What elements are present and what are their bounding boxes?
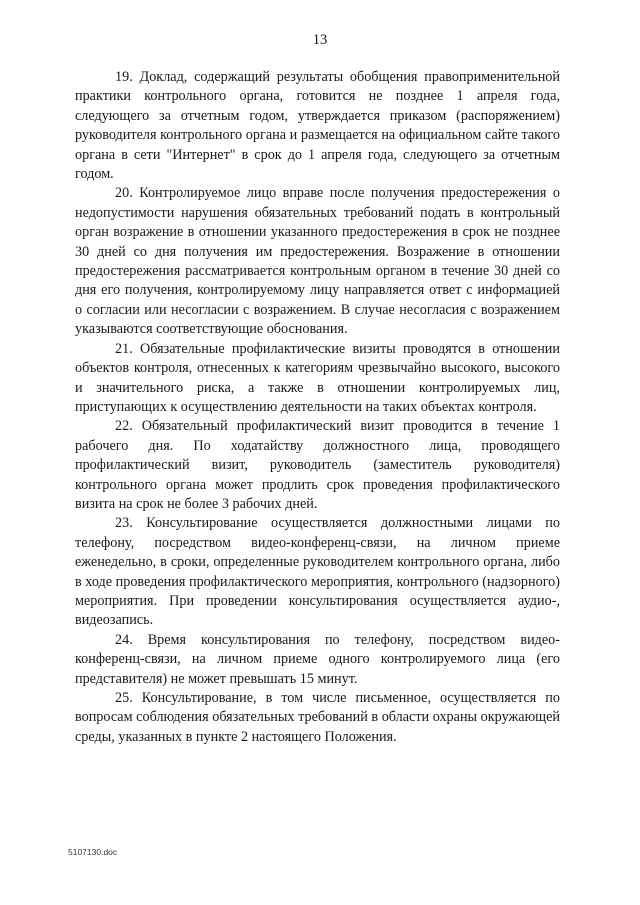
paragraph-19: 19. Доклад, содержащий результаты обобщения правоприменительной практики контрольного органа, готовится не позднее 1 апреля года, следующего за отчетным годом, утверждается приказом (распоряжением) руководителя контрольного органа и размещается на официальном сайте такого органа в сети "Интернет" в срок до 1 апреля года, следующего за отчетным годом. — [75, 69, 560, 183]
page-number: 13 — [312, 32, 328, 48]
paragraph-21: 21. Обязательные профилактические визиты проводятся в отношении объектов контроля, отнесенных к категориям чрезвычайно высокого, высокого и значительного риска, а также в отношении контролируемых лиц, приступающих к осуществлению деятельности на таких объектах контроля. — [75, 340, 560, 415]
paragraph-24: 24. Время консультирования по телефону, посредством видео-конференц-связи, на личном приеме одного контролируемого лица (его представителя) не может превышать 15 минут. — [75, 631, 560, 687]
paragraph-22: 22. Обязательный профилактический визит проводится в течение 1 рабочего дня. По ходатайству должностного лица, проводящего профилактический визит, руководитель (заместитель руководителя) контрольного органа может продлить срок проведения профилактического визита на срок не более 3 рабочих дней. — [75, 418, 560, 512]
paragraph-23: 23. Консультирование осуществляется должностными лицами по телефону, посредством видео-конференц-связи, на личном приеме еженедельно, в сроки, определенные руководителем контрольного органа, либо в ходе проведения профилактического мероприятия, контрольного (надзорного) мероприятия. При проведении консультирования осуществляется аудио-, видеозапись. — [75, 515, 560, 629]
footer-file-name: 5107130.doc — [68, 847, 118, 857]
document-body — [75, 68, 560, 747]
paragraph-25: 25. Консультирование, в том числе письменное, осуществляется по вопросам соблюдения обязательных требований в области охраны окружающей среды, указанных в пункте 2 настоящего Положения. — [75, 690, 560, 745]
paragraph-20: 20. Контролируемое лицо вправе после получения предостережения о недопустимости нарушения обязательных требований подать в контрольный орган возражение в отношении указанного предостережения в срок не позднее 30 дней со дня получения им предостережения. Возражение в отношении предостережения рассматривается контрольным органом в течение 30 дней со дня его получения, контролируемому лицу направляется ответ с информацией о согласии или несогласии с возражением. В случае несогласия с возражением указываются соответствующие обоснования. — [75, 185, 560, 338]
